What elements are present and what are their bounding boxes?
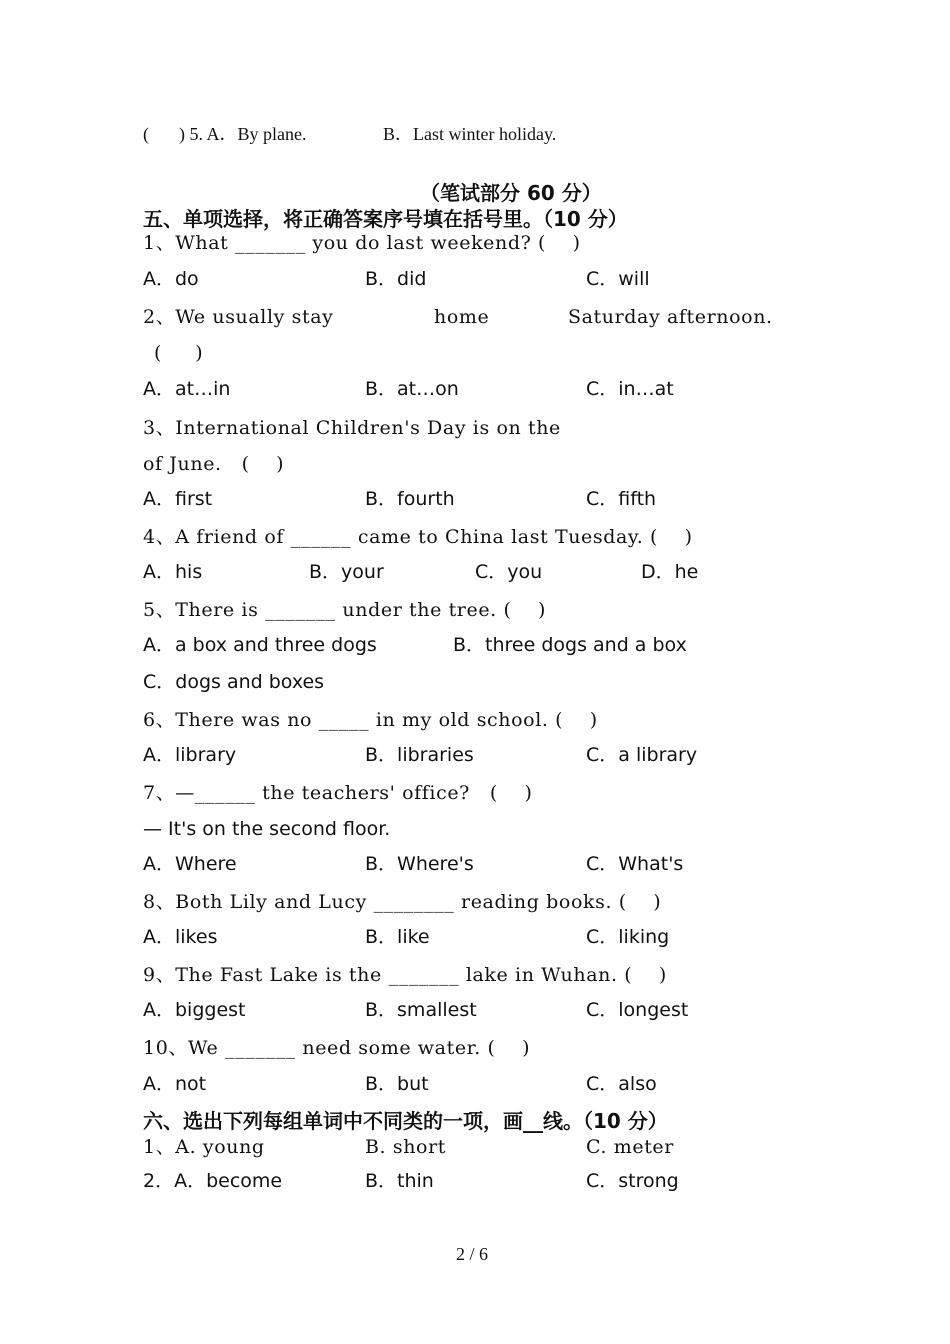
- section6-heading: 六、选出下列每组单词中不同类的一项，画__线。（10 分）: [143, 1109, 668, 1133]
- q1-stem: 1、What _______ you do last weekend? ( ): [143, 232, 581, 254]
- q2-answer-paren: ( ): [154, 342, 204, 364]
- q4-option-b: B．your: [309, 561, 384, 583]
- q10-stem: 10、We _______ need some water. ( ): [143, 1037, 531, 1059]
- q10-option-a: A．not: [143, 1073, 207, 1095]
- s6-q1-option-a: 1、A. young: [143, 1136, 265, 1158]
- q2-option-b: B．at…on: [365, 378, 459, 400]
- q3-stem-line2: of June. ( ): [143, 453, 285, 475]
- q9-option-c: C．longest: [586, 999, 689, 1021]
- s6-q2-option-b: B．thin: [365, 1170, 434, 1192]
- q4-option-a: A．his: [143, 561, 203, 583]
- q2-option-a: A．at…in: [143, 378, 231, 400]
- q5-option-a: A．a box and three dogs: [143, 634, 377, 656]
- q9-stem: 9、The Fast Lake is the _______ lake in Wuhan. ( ): [143, 964, 667, 986]
- q5-option-b: B．three dogs and a box: [453, 634, 687, 656]
- q3-stem: 3、International Children's Day is on the: [143, 417, 561, 439]
- section5-heading: 五、单项选择，将正确答案序号填在括号里。（10 分）: [143, 207, 628, 231]
- q3-option-c: C．fifth: [586, 488, 657, 510]
- q6-option-c: C．a library: [586, 744, 698, 766]
- q7-option-a: A．Where: [143, 853, 237, 875]
- page-number: 2 / 6: [456, 1244, 489, 1264]
- q2-stem-part2: home: [434, 306, 490, 328]
- q8-option-b: B．like: [365, 926, 430, 948]
- q7-reply: — It's on the second floor.: [143, 818, 391, 840]
- q4-option-c: C．you: [475, 561, 543, 583]
- s6-q2-option-a: 2．A．become: [143, 1170, 283, 1192]
- q8-stem: 8、Both Lily and Lucy ________ reading books. ( ): [143, 891, 662, 913]
- q3-option-b: B．fourth: [365, 488, 455, 510]
- q6-option-b: B．libraries: [365, 744, 474, 766]
- q1-option-a: A．do: [143, 268, 199, 290]
- q1-option-b: B．did: [365, 268, 427, 290]
- q2-stem-part3: Saturday afternoon.: [568, 306, 773, 328]
- q8-option-c: C．liking: [586, 926, 670, 948]
- answer-paren-open: (: [143, 124, 149, 144]
- written-part-title: （笔试部分 60 分）: [420, 181, 602, 205]
- q5-option-c: C．dogs and boxes: [143, 671, 325, 693]
- q2-stem-part1: 2、We usually stay: [143, 306, 334, 328]
- q9-option-a: A．biggest: [143, 999, 246, 1021]
- listening-q5-option-b: B．Last winter holiday.: [383, 124, 557, 144]
- q2-option-c: C．in…at: [586, 378, 674, 400]
- s6-q2-option-c: C．strong: [586, 1170, 679, 1192]
- q4-option-d: D．he: [641, 561, 699, 583]
- q6-option-a: A．library: [143, 744, 237, 766]
- q7-option-b: B．Where's: [365, 853, 474, 875]
- q7-stem: 7、—______ the teachers' office? ( ): [143, 782, 533, 804]
- q4-stem: 4、A friend of ______ came to China last Tuesday. ( ): [143, 526, 693, 548]
- q7-option-c: C．What's: [586, 853, 684, 875]
- q10-option-b: B．but: [365, 1073, 429, 1095]
- q8-option-a: A．likes: [143, 926, 218, 948]
- s6-q1-option-c: C. meter: [586, 1136, 674, 1158]
- q1-option-c: C．will: [586, 268, 650, 290]
- q3-option-a: A．first: [143, 488, 213, 510]
- q9-option-b: B．smallest: [365, 999, 477, 1021]
- q5-stem: 5、There is _______ under the tree. ( ): [143, 599, 547, 621]
- s6-q1-option-b: B. short: [365, 1136, 446, 1158]
- q6-stem: 6、There was no _____ in my old school. ( ): [143, 709, 598, 731]
- q10-option-c: C．also: [586, 1073, 657, 1095]
- listening-q5-option-a: ) 5. A．By plane.: [179, 124, 307, 144]
